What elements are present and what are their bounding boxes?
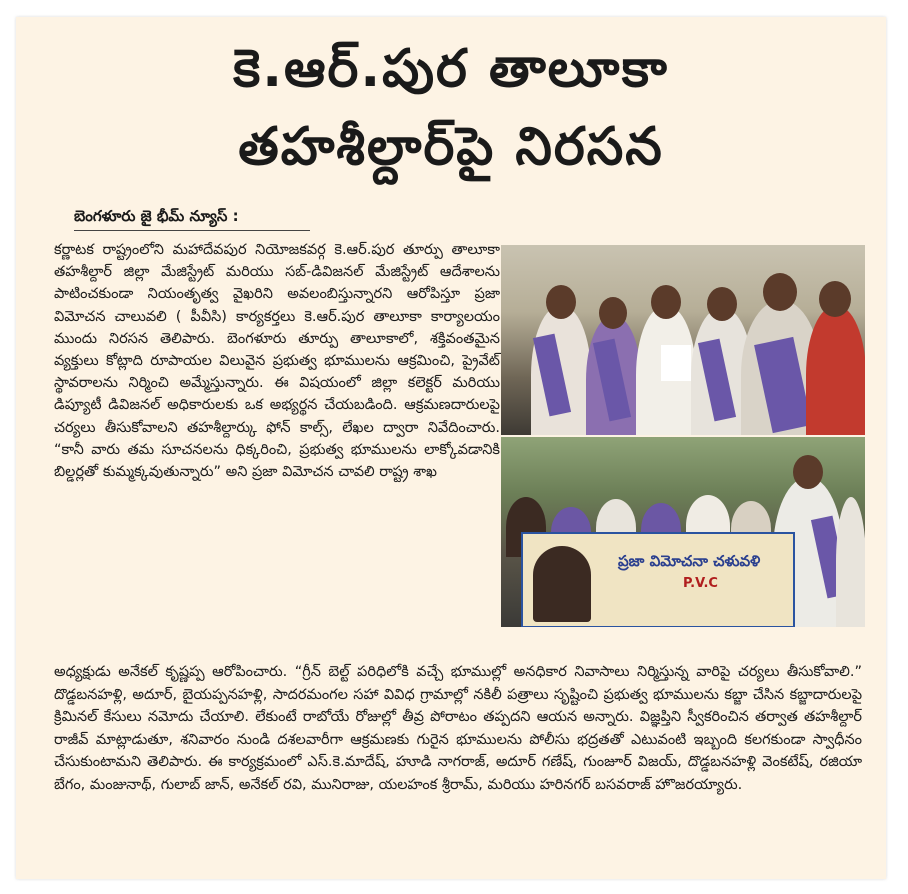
protest-photo-2 <box>501 437 865 627</box>
pvc-banner <box>521 532 795 627</box>
dateline-underline <box>74 230 310 231</box>
headline-line-1: కె.ఆర్.పుర తాలూకా <box>233 39 669 99</box>
newspaper-clipping <box>16 17 886 879</box>
headline-line-2: తహశీల్దార్‌పై నిరసన <box>238 117 664 177</box>
protest-photo-1 <box>501 245 865 435</box>
article-body-column: కర్ణాటక రాష్ట్రంలోని మహాదేవపుర నియోజకవర్గ కె.ఆర్.పుర తూర్పు తాలూకా తహశీల్దార్ జిల్లా మేజిస్ట్రేట్ మరియు సబ్-డివిజనల్ మేజిస్ట్రేట్ ఆదేశాలను పాటించకుండా నియంతృత్వ వైఖరిని అవలంబిస్తున్నారని ఆరోపిస్తూ ప్రజా విమోచన చాలువలి ( పీవీసి) కార్యకర్తలు కె.ఆర్.పుర తాలూకా కార్యాలయం ముందు నిరసన తెలిపారు. బెంగళూరు తూర్పు తాలూకాలో, శక్తివంతమైన వ్యక్తులు కోట్లాది రూపాయల విలువైన ప్రభుత్వ భూములను ఆక్రమించి, ప్రైవేట్ స్థావరాలను నిర్మించి అమ్మేస్తున్నారు. ఈ విషయంలో జిల్లా కలెక్టర్ మరియు డిప్యూటీ డివిజనల్ అధికారులకు ఒక అభ్యర్థన చేయబడింది. ఆక్రమణదారులపై చర్యలు తీసుకోవాలని తహశీల్దార్కు ఫోన్ కాల్స్, లేఖల ద్వారా నివేదించారు. “కానీ వారు తమ సూచనలను ధిక్కరించి, ప్రభుత్వ భూములను లాక్కోవడానికి బిల్డర్లతో కుమ్మక్కవుతున్నారు” అని ప్రజా విమోచన చావలి రాష్ట్ర శాఖ <box>54 242 500 481</box>
banner-pvc: P.V.C <box>683 576 718 591</box>
dateline: బెంగళూరు జై భీమ్ న్యూస్ : <box>74 207 239 225</box>
portrait-photo <box>533 546 591 622</box>
article-body-full-width: అధ్యక్షుడు అనేకల్ కృష్ణప్ప ఆరోపించారు. “గ్రీన్ బెల్ట్ పరిధిలోకి వచ్చే భూముల్లో అనధికార నివాసాలు నిర్మిస్తున్న వారిపై చర్యలు తీసుకోవాలి.” దొడ్డబనహళ్లి, అదూర్, బైయప్పనహళ్లి, సాదరమంగల సహా వివిధ గ్రామాల్లో నకిలీ పత్రాలు సృష్టించి ప్రభుత్వ భూములను కబ్జా చేసిన కబ్జాదారులపై క్రిమినల్ కేసులు నమోదు చేయాలి. లేకుంటే రాబోయే రోజుల్లో తీవ్ర పోరాటం తప్పదని ఆయన అన్నారు. విజ్ఞప్తిని స్వీకరించిన తర్వాత తహశీల్దార్ రాజీవ్ మాట్లాడుతూ, శనివారం నుండి దశలవారీగా ఆక్రమణకు గురైన భూములను పోలీసు భద్రతతో ఎటువంటి ఇబ్బంది కలగకుండా స్వాధీనం చేసుకుంటామని తెలిపారు. ఈ కార్యక్రమంలో ఎస్.కె.మాదేష్, హూడి నాగరాజ్, అదూర్ గణేష్, గుంజూర్ విజయ్, దొడ్డబనహళ్లి వెంకటేష్, రజియా బేగం, మంజునాథ్, గులాబ్ జాన్, అనేకల్ రవి, మునిరాజు, యలహంక శ్రీరామ్, మరియు హరినగర్ బసవరాజ్ హొజరయ్యారు. <box>54 664 862 793</box>
banner-title: ప్రజా విమోచనా చళువళి <box>618 552 761 570</box>
